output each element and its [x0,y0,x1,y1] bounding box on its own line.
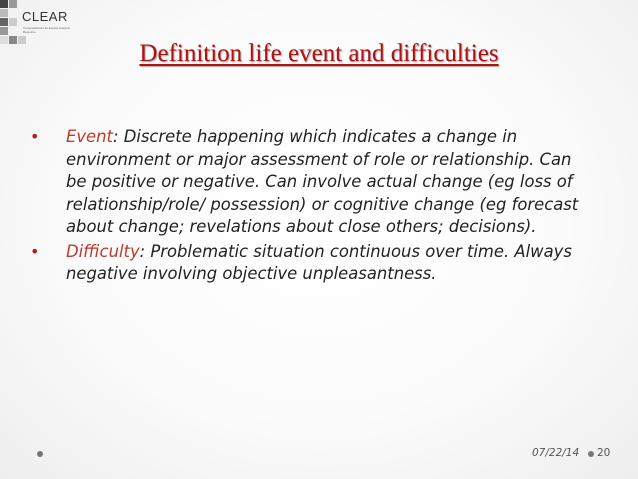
bullet-text: Discrete happening which indicates a change in environment or major assessment of role or relationship. Can be positive or negative. Can involve actual change (eg loss of relationship/role/ possession) or cognitive change (eg forecast about change; revelations about close others; decisions). [66,127,579,236]
bullet-dot-icon: • [30,241,40,261]
bullet-dot-icon: • [30,127,40,146]
page-number: 20 [597,447,611,459]
footer-separator-dot-icon [588,451,594,457]
bullet-separator: : [112,127,124,146]
slide-title: Definition life event and difficulties [139,40,499,67]
bullet-text: Problematic situation continuous over time. Always negative involving objective unpleasantness. [66,241,572,283]
clear-logo [0,0,84,44]
bullet-separator: : [139,241,151,261]
bullet-item-difficulty [30,241,590,286]
logo-wordmark: CLEAR [22,9,68,24]
slide-date: 07/22/14 [532,447,580,459]
bullet-list [30,126,590,288]
bullet-term: Event [66,127,113,146]
bullet-item-event [30,126,590,239]
footer-left-dot-icon [37,451,43,457]
bullet-term: Difficulty [66,241,140,261]
logo-subtext: Computational Life Events Analysis Resource [23,26,70,34]
